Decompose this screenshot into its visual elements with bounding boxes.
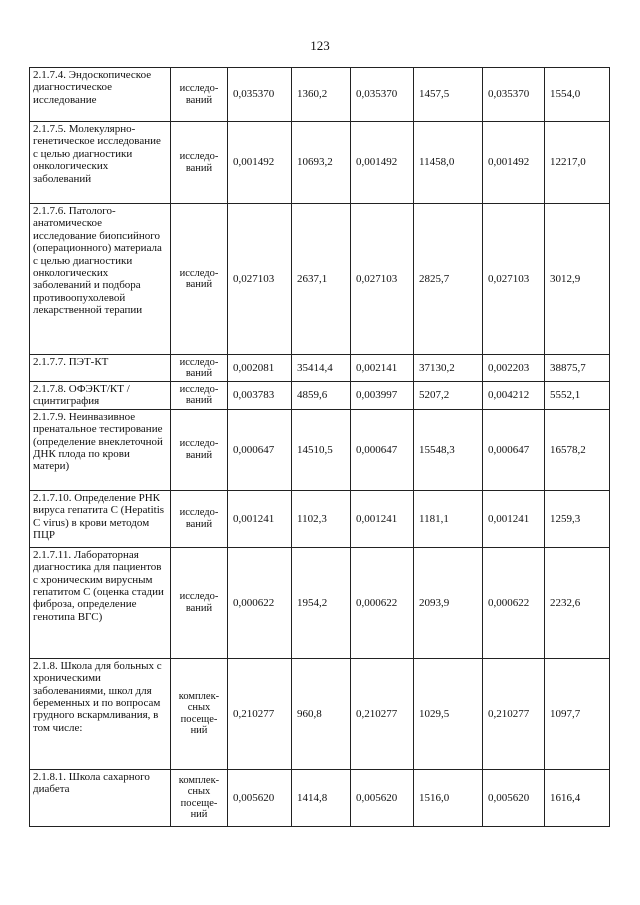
unit: исследо-ваний bbox=[171, 490, 228, 547]
value-1: 0,027103 bbox=[228, 204, 292, 355]
value-4: 37130,2 bbox=[414, 355, 483, 382]
value-4: 1457,5 bbox=[414, 68, 483, 122]
value-2: 960,8 bbox=[292, 658, 351, 769]
page-number: 123 bbox=[310, 38, 330, 53]
unit: исследо-ваний bbox=[171, 204, 228, 355]
value-2: 1954,2 bbox=[292, 547, 351, 658]
value-2: 4859,6 bbox=[292, 382, 351, 410]
value-5: 0,000622 bbox=[483, 547, 545, 658]
value-5: 0,001241 bbox=[483, 490, 545, 547]
table-row bbox=[30, 68, 610, 122]
table-row bbox=[30, 204, 610, 355]
value-3: 0,005620 bbox=[351, 769, 414, 826]
value-4: 11458,0 bbox=[414, 122, 483, 204]
value-1: 0,001492 bbox=[228, 122, 292, 204]
value-5: 0,004212 bbox=[483, 382, 545, 410]
value-4: 1181,1 bbox=[414, 490, 483, 547]
value-1: 0,000622 bbox=[228, 547, 292, 658]
value-5: 0,027103 bbox=[483, 204, 545, 355]
value-6: 1616,4 bbox=[545, 769, 610, 826]
unit: исследо-ваний bbox=[171, 382, 228, 410]
table-row bbox=[30, 769, 610, 826]
value-3: 0,001241 bbox=[351, 490, 414, 547]
service-name: 2.1.8. Школа для больных с хроническими заболеваниями, школ для беременных и по вопросам грудного вскармливания, в том числе: bbox=[30, 658, 171, 769]
value-6: 1554,0 bbox=[545, 68, 610, 122]
value-5: 0,000647 bbox=[483, 409, 545, 490]
value-6: 2232,6 bbox=[545, 547, 610, 658]
table-row bbox=[30, 409, 610, 490]
unit: исследо-ваний bbox=[171, 68, 228, 122]
value-3: 0,027103 bbox=[351, 204, 414, 355]
value-3: 0,003997 bbox=[351, 382, 414, 410]
table-row bbox=[30, 382, 610, 410]
service-name: 2.1.7.9. Неинвазивное пренатальное тестирование (определение внеклеточной ДНК плода по крови матери) bbox=[30, 409, 171, 490]
unit: комплек-сных посеще-ний bbox=[171, 769, 228, 826]
table-row bbox=[30, 122, 610, 204]
table-row bbox=[30, 658, 610, 769]
value-1: 0,035370 bbox=[228, 68, 292, 122]
value-1: 0,000647 bbox=[228, 409, 292, 490]
value-6: 3012,9 bbox=[545, 204, 610, 355]
value-4: 2825,7 bbox=[414, 204, 483, 355]
value-2: 10693,2 bbox=[292, 122, 351, 204]
value-5: 0,035370 bbox=[483, 68, 545, 122]
value-2: 1414,8 bbox=[292, 769, 351, 826]
value-4: 5207,2 bbox=[414, 382, 483, 410]
service-name: 2.1.7.7. ПЭТ-КТ bbox=[30, 355, 171, 382]
table-row bbox=[30, 355, 610, 382]
value-1: 0,003783 bbox=[228, 382, 292, 410]
value-6: 1259,3 bbox=[545, 490, 610, 547]
value-6: 16578,2 bbox=[545, 409, 610, 490]
value-1: 0,001241 bbox=[228, 490, 292, 547]
value-6: 38875,7 bbox=[545, 355, 610, 382]
value-3: 0,035370 bbox=[351, 68, 414, 122]
value-4: 1516,0 bbox=[414, 769, 483, 826]
service-name: 2.1.7.6. Патолого-анатомическое исследование биопсийного (операционного) материала с целью диагностики онкологических заболеваний и подбора противоопухолевой лекарственной терапии bbox=[30, 204, 171, 355]
value-1: 0,002081 bbox=[228, 355, 292, 382]
value-6: 5552,1 bbox=[545, 382, 610, 410]
unit: исследо-ваний bbox=[171, 355, 228, 382]
value-2: 2637,1 bbox=[292, 204, 351, 355]
service-name: 2.1.7.10. Определение РНК вируса гепатита C (Hepatitis C virus) в крови методом ПЦР bbox=[30, 490, 171, 547]
value-2: 35414,4 bbox=[292, 355, 351, 382]
value-5: 0,005620 bbox=[483, 769, 545, 826]
value-3: 0,002141 bbox=[351, 355, 414, 382]
value-1: 0,210277 bbox=[228, 658, 292, 769]
value-3: 0,000622 bbox=[351, 547, 414, 658]
value-3: 0,001492 bbox=[351, 122, 414, 204]
service-name: 2.1.7.5. Молекулярно-генетическое исследование с целью диагностики онкологических заболеваний bbox=[30, 122, 171, 204]
service-name: 2.1.7.11. Лабораторная диагностика для пациентов с хроническим вирусным гепатитом С (оценка стадии фиброза, определение генотипа ВГС) bbox=[30, 547, 171, 658]
unit: исследо-ваний bbox=[171, 122, 228, 204]
value-6: 1097,7 bbox=[545, 658, 610, 769]
value-3: 0,210277 bbox=[351, 658, 414, 769]
value-2: 1360,2 bbox=[292, 68, 351, 122]
value-4: 15548,3 bbox=[414, 409, 483, 490]
value-4: 2093,9 bbox=[414, 547, 483, 658]
service-name: 2.1.7.4. Эндоскопическое диагностическое исследование bbox=[30, 68, 171, 122]
table-row bbox=[30, 547, 610, 658]
value-2: 1102,3 bbox=[292, 490, 351, 547]
value-3: 0,000647 bbox=[351, 409, 414, 490]
value-4: 1029,5 bbox=[414, 658, 483, 769]
service-name: 2.1.7.8. ОФЭКТ/КТ /сцинтиграфия bbox=[30, 382, 171, 410]
value-5: 0,210277 bbox=[483, 658, 545, 769]
unit: исследо-ваний bbox=[171, 409, 228, 490]
service-name: 2.1.8.1. Школа сахарного диабета bbox=[30, 769, 171, 826]
tariff-table bbox=[29, 67, 610, 827]
table-row bbox=[30, 490, 610, 547]
value-5: 0,001492 bbox=[483, 122, 545, 204]
value-2: 14510,5 bbox=[292, 409, 351, 490]
value-1: 0,005620 bbox=[228, 769, 292, 826]
value-5: 0,002203 bbox=[483, 355, 545, 382]
unit: комплек-сных посеще-ний bbox=[171, 658, 228, 769]
unit: исследо-ваний bbox=[171, 547, 228, 658]
value-6: 12217,0 bbox=[545, 122, 610, 204]
